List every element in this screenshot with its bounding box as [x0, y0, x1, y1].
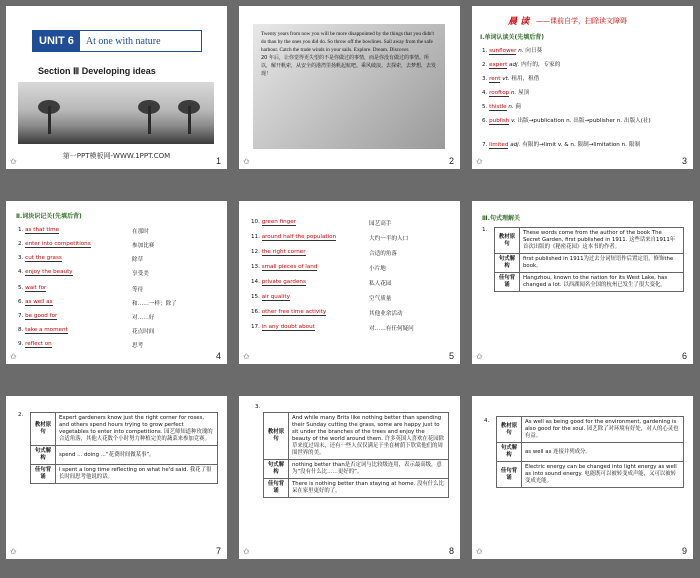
row-text: nothing better than是否定词与比较级连用，表示最高级，意为“没有什么比……更好的”。 [289, 460, 449, 479]
slide-6[interactable] [472, 201, 693, 364]
tree-trunk [48, 106, 51, 134]
phrase-meaning: 小片地 [369, 266, 386, 272]
sentence-index: 4. [484, 418, 490, 424]
phrase-meaning: 参加比赛 [132, 243, 155, 249]
tree-trunk [148, 106, 151, 134]
row-label: 佳句背诵 [495, 273, 520, 292]
slide-star-icon: ✩ [476, 157, 483, 166]
phrase-meaning: 除草 [132, 257, 144, 263]
row-text: As well as being good for the environment, gardening is also good for the soul. 园艺除了对环境有好处，对人的心灵也有益。 [522, 417, 684, 443]
quote-chinese: 20 年后，让你觉得更失望的不是你做过的事情，而是你没有做过的事情。所以，解开帆索，从安全的港湾里扬帆起航吧。乘风破浪。去探索，去梦想，去发现！ [261, 55, 437, 77]
phrase-meaning: 在那时 [132, 229, 149, 235]
phrase-item: 15. air quality [251, 294, 290, 300]
phrase-item: 3. cut the grass [18, 255, 62, 261]
row-text: There is nothing better than staying at home. 没有什么比呆在家里更好的了。 [289, 479, 449, 498]
row-text: Expert gardeners know just the right corner for roses, and others spend hours trying to grow perfect vegetables to enter into competitions. 园艺师知道种玫瑰的合适角落，其他人花数个小时努力种植完美的蔬菜来参加竞赛。 [56, 413, 218, 446]
row-text: as well as 连接并列成分。 [522, 443, 684, 462]
vocab-item: 2. expert adj. 内行的，专家的 [482, 62, 561, 68]
sentence-index: 2. [18, 412, 24, 418]
phrase-meaning: 大约一半的人口 [369, 236, 409, 242]
phrase-item: 16. other free time activity [251, 309, 327, 315]
row-label: 教材原句 [495, 228, 520, 254]
slide-star-icon: ✩ [476, 352, 483, 361]
watermark-text: 第一PPT模板网-WWW.1PPT.COM [62, 152, 171, 160]
row-label: 教材原句 [31, 413, 56, 446]
slide-number: 9 [681, 546, 687, 556]
phrase-meaning: 享受美 [132, 271, 149, 277]
slide-4[interactable] [6, 201, 227, 364]
section-heading: Ⅱ.词块识记关(先填后背) [16, 213, 82, 220]
morning-reading-title: 晨 读 [508, 17, 530, 27]
vocab-item: 1. sunflower n. 向日葵 [482, 48, 543, 54]
slide-2[interactable] [239, 6, 460, 169]
vocab-item: 4. rooftop n. 屋顶 [482, 90, 530, 96]
phrase-item: 7. be good for [18, 313, 58, 319]
row-label: 教材原句 [264, 413, 289, 460]
slide-9[interactable] [472, 396, 693, 559]
slide-3[interactable] [472, 6, 693, 169]
phrase-meaning: 合适的角落 [369, 251, 397, 257]
phrase-meaning: 花点时间 [132, 329, 155, 335]
phrase-item: 6. as well as [18, 299, 53, 305]
phrase-item: 13. small pieces of land [251, 264, 318, 270]
sentence-table [494, 227, 684, 292]
slide-number: 4 [215, 351, 221, 361]
slide-1[interactable] [6, 6, 227, 169]
sentence-index: 3. [255, 404, 261, 410]
tree-trunk [188, 106, 191, 134]
phrase-item: 14. private gardens [251, 279, 306, 285]
phrase-item: 8. take a moment [18, 327, 68, 333]
slide-number: 7 [215, 546, 221, 556]
landscape-photo [18, 82, 214, 144]
phrase-meaning: 其他业余活动 [369, 311, 403, 317]
section-heading: Ⅰ.单词认读关(先填后背) [480, 34, 544, 41]
row-text: Hangzhou, known to the nation for its West Lake, has changed a lot. 以西湖闻名全国的杭州已发生了很大变化。 [520, 273, 684, 292]
phrase-item: 11. around half the population [251, 234, 337, 240]
sentence-table [30, 412, 218, 484]
vocab-item: 6. publish v. 出版→publication n. 出版→publisher n. 出版人(社) [482, 118, 651, 124]
sentence-table [263, 412, 449, 498]
sentence-table [496, 416, 684, 488]
quote-english: Twenty years from now you will be more disappointed by the things that you didn't do than by the ones you did do. So throw off the bowlines. Sail away from the safe harbour. Catch the trade winds in your sails. Explore. Dream. Discover. [261, 31, 434, 53]
slide-5[interactable] [239, 201, 460, 364]
phrase-meaning: 私人花园 [369, 281, 392, 287]
unit-title-box [32, 30, 202, 52]
slide-star-icon: ✩ [243, 352, 250, 361]
row-label: 佳句背诵 [31, 465, 56, 484]
vocab-item: 3. rent vt. 租用，租借 [482, 76, 540, 82]
row-label: 句式解构 [495, 254, 520, 273]
phrase-item: 2. enter into competitions [18, 241, 91, 247]
sentence-index: 1. [482, 227, 488, 233]
phrase-meaning: 等待 [132, 287, 144, 293]
phrase-item: 10. green finger [251, 219, 296, 225]
row-text: And while many Brits like nothing better than spending their Sunday cutting the grass, some are happy just to sit under the branches of the trees and enjoy the beauty of the world around them. 许多英国人喜欢在花园除草来度过周末，还有一些人仅仅满足于坐在树荫下欣赏他们的周围世界的美。 [289, 413, 449, 460]
slide-star-icon: ✩ [10, 352, 17, 361]
row-label: 佳句背诵 [264, 479, 289, 498]
row-text: I spent a long time reflecting on what he'd said. 我花了很长时间思考他说的话。 [56, 465, 218, 484]
slide-number: 2 [448, 156, 454, 166]
row-text: spend ... doing ...“花费时间做某事”。 [56, 446, 218, 465]
slide-number: 3 [681, 156, 687, 166]
slide-star-icon: ✩ [10, 547, 17, 556]
unit-label: UNIT 6 [33, 31, 80, 51]
slide-star-icon: ✩ [476, 547, 483, 556]
row-text: Electric energy can be changed into light energy as well as into sound energy. 电能既可以被转变成声能，又可以被转变成光能。 [522, 462, 684, 488]
row-label: 句式解构 [497, 443, 522, 462]
slide-number: 6 [681, 351, 687, 361]
section-title: Section Ⅲ Developing ideas [38, 66, 156, 76]
quote-block [253, 24, 445, 149]
phrase-meaning: 对……有任何疑问 [369, 326, 414, 332]
phrase-meaning: 思考 [132, 343, 144, 349]
slide-star-icon: ✩ [10, 157, 17, 166]
slide-star-icon: ✩ [243, 157, 250, 166]
row-text: first published in 1911为过去分词短语作后置定语，修饰the book。 [520, 254, 684, 273]
vocab-item: 5. thistle n. 蓟 [482, 104, 522, 110]
row-label: 佳句背诵 [497, 462, 522, 488]
slide-star-icon: ✩ [243, 547, 250, 556]
slide-number: 1 [215, 156, 221, 166]
slide-7[interactable] [6, 396, 227, 559]
unit-title: At one with nature [85, 35, 161, 47]
phrase-item: 9. reflect on [18, 341, 52, 347]
phrase-item: 4. enjoy the beauty [18, 269, 73, 275]
phrase-meaning: 对……好 [132, 315, 155, 321]
vocab-item: 7. limited adj. 有限的→limit v. & n. 限制→limitation n. 限制 [482, 142, 640, 148]
section-heading: Ⅲ.句式理解关 [482, 215, 520, 222]
row-label: 句式解构 [31, 446, 56, 465]
phrase-item: 5. wait for [18, 285, 47, 291]
slide-number: 8 [448, 546, 454, 556]
morning-reading-subtitle: ——课前自学，扫除读文障碍 [536, 17, 627, 25]
row-label: 句式解构 [264, 460, 289, 479]
slide-8[interactable] [239, 396, 460, 559]
row-text: These words come from the author of the book The Secret Garden, first published in 1911. 这些话来自1911年首次出版的《秘密花园》这本书的作者。 [520, 228, 684, 254]
slide-number: 5 [448, 351, 454, 361]
phrase-item: 12. the right corner [251, 249, 306, 255]
phrase-item: 1. as that time [18, 227, 60, 233]
row-label: 教材原句 [497, 417, 522, 443]
phrase-meaning: 空气质量 [369, 296, 392, 302]
phrase-meaning: 和……一样；除了 [132, 301, 177, 307]
phrase-item: 17. in any doubt about [251, 324, 315, 330]
phrase-meaning: 园艺高手 [369, 221, 392, 227]
